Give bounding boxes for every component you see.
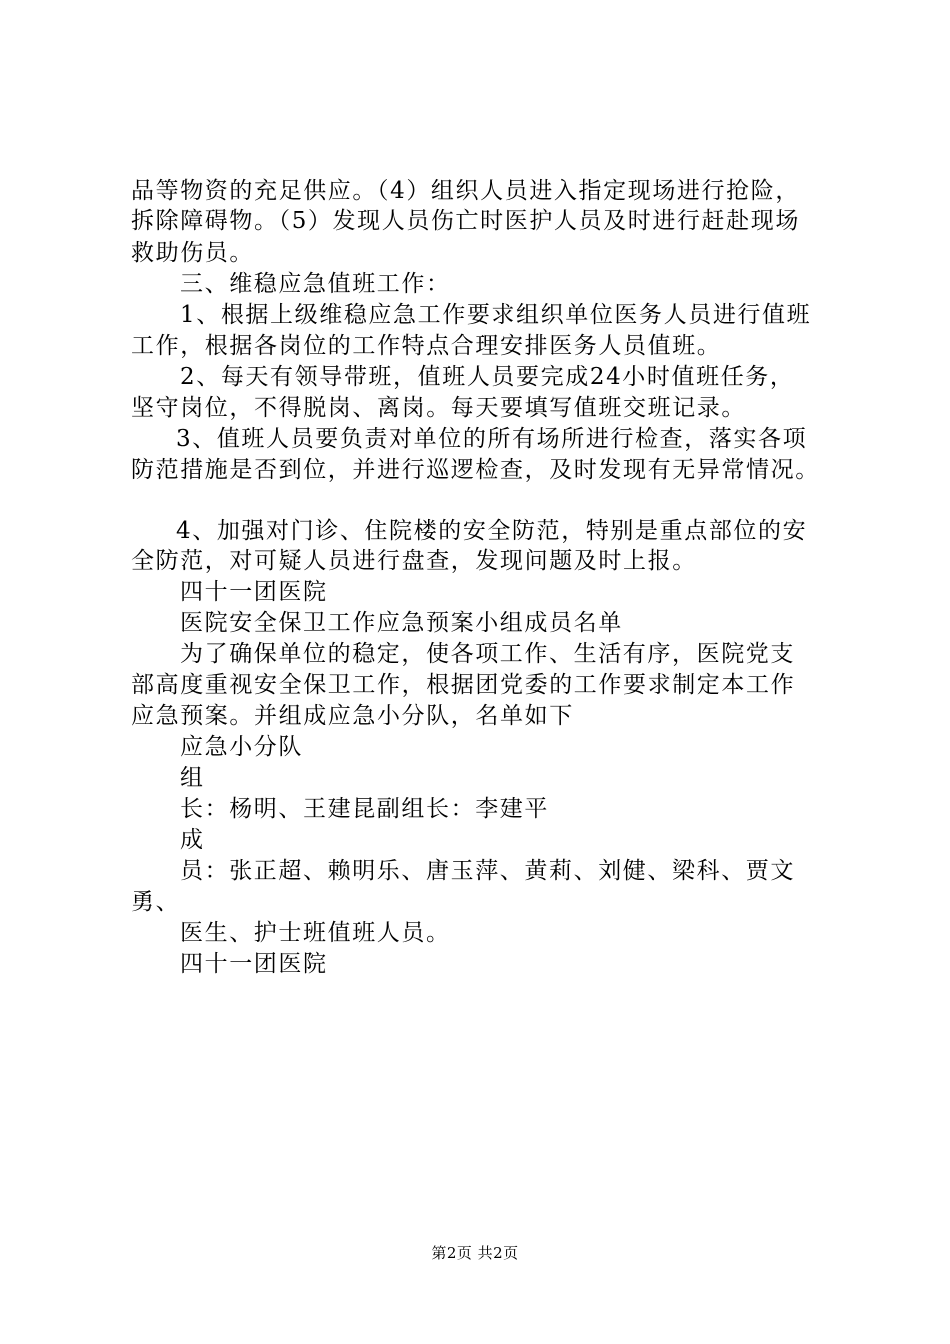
body-line: 防范措施是否到位，并进行巡逻检查，及时发现有无异常情况。 (131, 457, 820, 483)
body-line: 品等物资的充足供应。（4）组织人员进入指定现场进行抢险， (131, 178, 800, 204)
section-heading: 三、维稳应急值班工作： (180, 271, 451, 297)
body-line: 部高度重视安全保卫工作，根据团党委的工作要求制定本工作 (131, 672, 796, 698)
body-line: 1、根据上级维稳应急工作要求组织单位医务人员进行值班 (180, 302, 812, 328)
body-line: 为了确保单位的稳定，使各项工作、生活有序，医院党支 (180, 641, 795, 667)
members-line: 勇、 (131, 889, 181, 915)
body-line: 坚守岗位，不得脱岗、离岗。每天要填写值班交班记录。 (131, 395, 746, 421)
body-line: 救助伤员。 (131, 240, 254, 266)
members-line: 医生、护士班值班人员。 (180, 920, 451, 946)
body-line: 应急预案。并组成应急小分队，名单如下 (131, 703, 574, 729)
role-label: 成 (180, 827, 205, 853)
team-label: 应急小分队 (180, 734, 303, 760)
body-line: 3、值班人员要负责对单位的所有场所进行检查，落实各项 (176, 426, 808, 452)
body-line: 2、每天有领导带班，值班人员要完成24小时值班任务， (180, 364, 795, 390)
leader-line: 长：杨明、王建昆副组长：李建平 (180, 796, 549, 822)
organization-name: 四十一团医院 (180, 951, 328, 977)
role-label: 组 (180, 765, 205, 791)
list-title: 医院安全保卫工作应急预案小组成员名单 (180, 610, 623, 636)
organization-name: 四十一团医院 (180, 579, 328, 605)
page-indicator: 第2页 共2页 (431, 1244, 519, 1262)
body-line: 拆除障碍物。（5）发现人员伤亡时医护人员及时进行赶赴现场 (131, 208, 800, 234)
body-line: 工作，根据各岗位的工作特点合理安排医务人员值班。 (131, 333, 722, 359)
body-line: 4、加强对门诊、住院楼的安全防范，特别是重点部位的安 (176, 518, 808, 544)
members-line: 员：张正超、赖明乐、唐玉萍、黄莉、刘健、梁科、贾文 (180, 858, 795, 884)
body-line: 全防范，对可疑人员进行盘查，发现问题及时上报。 (131, 548, 697, 574)
